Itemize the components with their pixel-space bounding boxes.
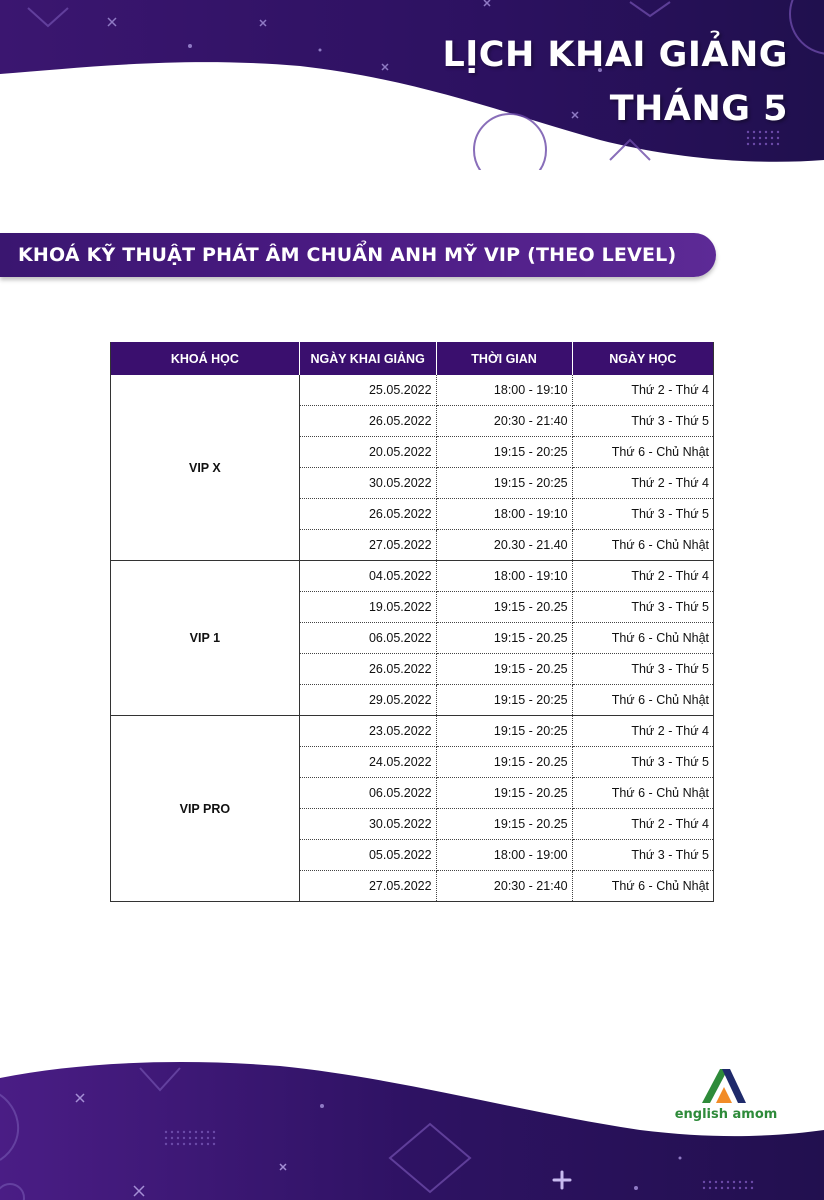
brand-logo: [666, 1065, 786, 1129]
page-title: [442, 28, 788, 136]
start-date-cell: 19.05.2022: [299, 592, 436, 623]
start-date-cell: 30.05.2022: [299, 809, 436, 840]
study-days-cell: Thứ 6 - Chủ Nhật: [572, 778, 713, 809]
study-days-cell: Thứ 2 - Thứ 4: [572, 468, 713, 499]
start-date-cell: 04.05.2022: [299, 561, 436, 592]
schedule-table: [110, 342, 714, 902]
start-date-cell: 27.05.2022: [299, 530, 436, 561]
study-days-cell: Thứ 3 - Thứ 5: [572, 747, 713, 778]
course-cell-vip-x: VIP X: [111, 375, 300, 561]
time-cell: 18:00 - 19:10: [436, 561, 572, 592]
time-cell: 19:15 - 20:25: [436, 716, 572, 747]
study-days-cell: Thứ 2 - Thứ 4: [572, 716, 713, 747]
time-cell: 18:00 - 19:10: [436, 499, 572, 530]
time-cell: 19:15 - 20.25: [436, 623, 572, 654]
course-cell-vip-1: VIP 1: [111, 561, 300, 716]
title-line-1: LỊCH KHAI GIẢNG: [442, 35, 788, 75]
col-header-time: THỜI GIAN: [436, 342, 572, 375]
start-date-cell: 05.05.2022: [299, 840, 436, 871]
logo-text: english amom: [674, 1107, 778, 1122]
time-cell: 19:15 - 20.25: [436, 778, 572, 809]
col-header-start-date: NGÀY KHAI GIẢNG: [299, 342, 436, 375]
study-days-cell: Thứ 6 - Chủ Nhật: [572, 623, 713, 654]
study-days-cell: Thứ 3 - Thứ 5: [572, 592, 713, 623]
start-date-cell: 26.05.2022: [299, 499, 436, 530]
study-days-cell: Thứ 2 - Thứ 4: [572, 561, 713, 592]
study-days-cell: Thứ 3 - Thứ 5: [572, 840, 713, 871]
time-cell: 18:00 - 19:00: [436, 840, 572, 871]
start-date-cell: 06.05.2022: [299, 778, 436, 809]
table-row: [111, 716, 714, 747]
start-date-cell: 27.05.2022: [299, 871, 436, 902]
time-cell: 20:30 - 21:40: [436, 871, 572, 902]
start-date-cell: 23.05.2022: [299, 716, 436, 747]
start-date-cell: 26.05.2022: [299, 654, 436, 685]
time-cell: 19:15 - 20.25: [436, 809, 572, 840]
time-cell: 19:15 - 20.25: [436, 654, 572, 685]
time-cell: 19:15 - 20.25: [436, 747, 572, 778]
table-header-row: [111, 342, 714, 375]
time-cell: 19:15 - 20:25: [436, 437, 572, 468]
study-days-cell: Thứ 6 - Chủ Nhật: [572, 871, 713, 902]
time-cell: 20:30 - 21:40: [436, 406, 572, 437]
start-date-cell: 29.05.2022: [299, 685, 436, 716]
time-cell: 19:15 - 20:25: [436, 685, 572, 716]
study-days-cell: Thứ 3 - Thứ 5: [572, 654, 713, 685]
start-date-cell: 26.05.2022: [299, 406, 436, 437]
col-header-study-days: NGÀY HỌC: [572, 342, 713, 375]
start-date-cell: 20.05.2022: [299, 437, 436, 468]
title-line-2: THÁNG 5: [609, 89, 788, 129]
table-row: [111, 561, 714, 592]
study-days-cell: Thứ 6 - Chủ Nhật: [572, 530, 713, 561]
course-cell-vip-pro: VIP PRO: [111, 716, 300, 902]
start-date-cell: 24.05.2022: [299, 747, 436, 778]
study-days-cell: Thứ 6 - Chủ Nhật: [572, 685, 713, 716]
start-date-cell: 30.05.2022: [299, 468, 436, 499]
start-date-cell: 06.05.2022: [299, 623, 436, 654]
study-days-cell: Thứ 3 - Thứ 5: [572, 499, 713, 530]
course-banner: KHOÁ KỸ THUẬT PHÁT ÂM CHUẨN ANH MỸ VIP (THEO LEVEL): [0, 233, 716, 277]
amom-logo-icon: [698, 1065, 750, 1105]
table-row: [111, 375, 714, 406]
study-days-cell: Thứ 2 - Thứ 4: [572, 375, 713, 406]
start-date-cell: 25.05.2022: [299, 375, 436, 406]
study-days-cell: Thứ 3 - Thứ 5: [572, 406, 713, 437]
study-days-cell: Thứ 2 - Thứ 4: [572, 809, 713, 840]
time-cell: 18:00 - 19:10: [436, 375, 572, 406]
col-header-course: KHOÁ HỌC: [111, 342, 300, 375]
study-days-cell: Thứ 6 - Chủ Nhật: [572, 437, 713, 468]
time-cell: 19:15 - 20.25: [436, 592, 572, 623]
table-body: [111, 375, 714, 902]
time-cell: 20.30 - 21.40: [436, 530, 572, 561]
time-cell: 19:15 - 20:25: [436, 468, 572, 499]
